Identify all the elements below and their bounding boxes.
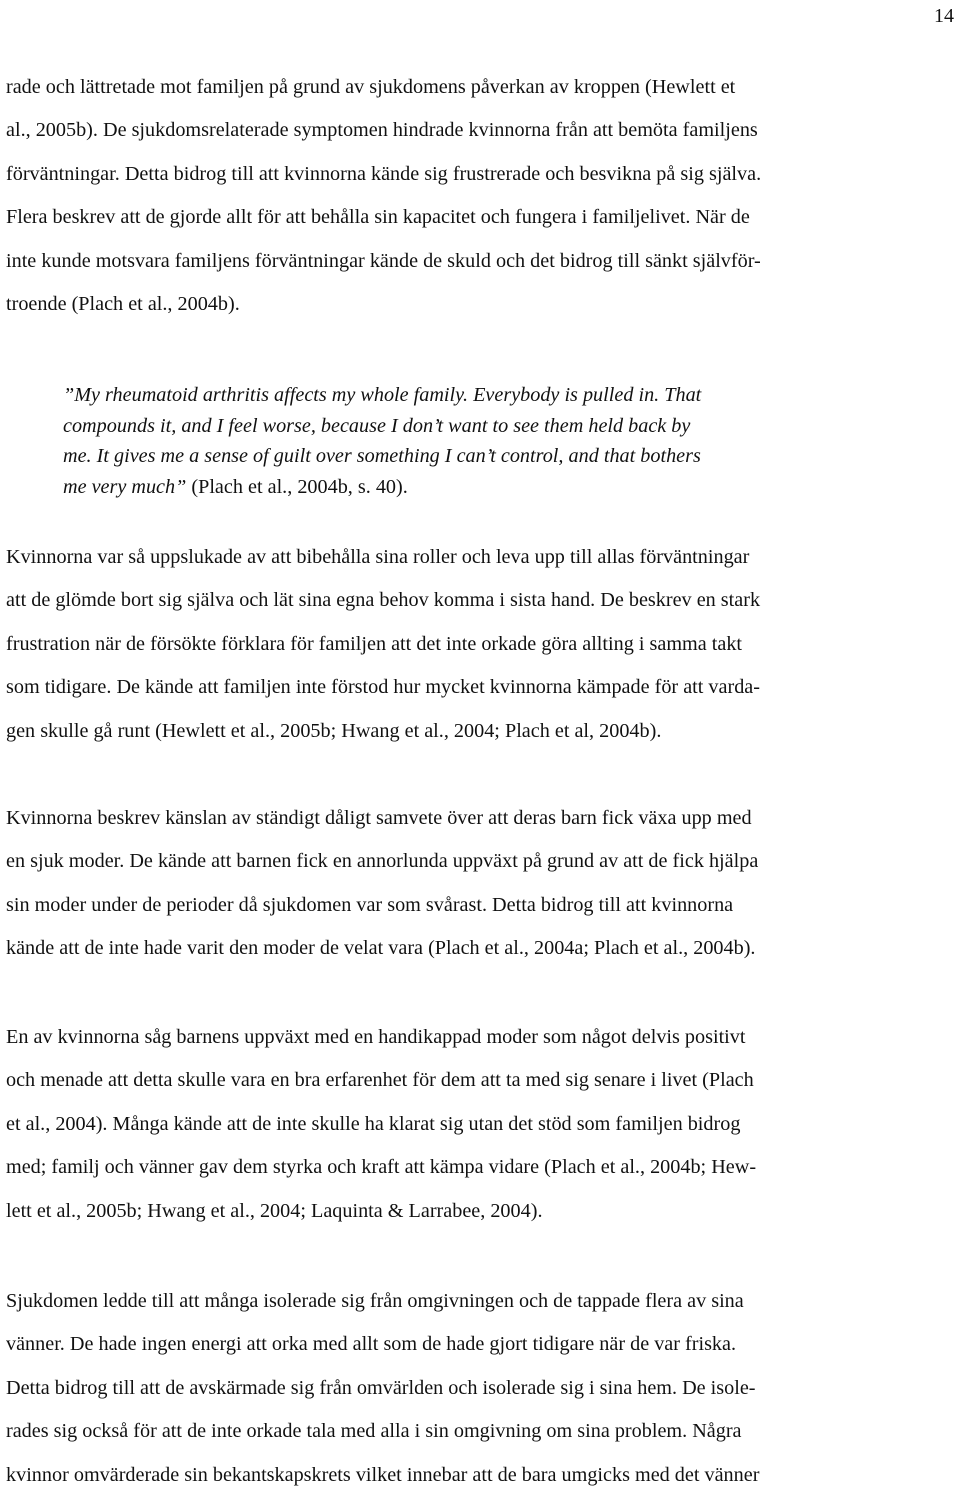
text-line: Sjukdomen ledde till att många isolerade sig från omgivningen och de tappade flera av sina — [6, 1290, 744, 1312]
paragraph-4 — [6, 1016, 956, 1233]
paragraph-5 — [6, 1280, 956, 1497]
paragraph-1 — [6, 66, 956, 326]
text-line: inte kunde motsvara familjens förväntningar kände de skuld och det bidrog till sänkt självför- — [6, 249, 761, 272]
quote-line: ”My rheumatoid arthritis affects my whole family. Everybody is pulled in. That — [63, 384, 702, 406]
text-line: förväntningar. Detta bidrog till att kvinnorna kände sig frustrerade och besvikna på sig själva. — [6, 162, 762, 185]
page-number: 14 — [934, 5, 954, 27]
quote-line: me. It gives me a sense of guilt over something I can’t control, and that bothers — [63, 445, 701, 468]
paragraph-2 — [6, 536, 956, 753]
quote-line: compounds it, and I feel worse, because I don’t want to see them held back by — [63, 414, 691, 437]
text-line: att de glömde bort sig själva och lät sina egna behov komma i sista hand. De beskrev en stark — [6, 589, 761, 612]
text-line: troende (Plach et al., 2004b). — [6, 292, 240, 315]
quote-citation: (Plach et al., 2004b, s. 40). — [191, 475, 408, 498]
text-line: rades sig också för att de inte orkade tala med alla i sin omgivning om sina problem. Några — [6, 1420, 742, 1443]
text-line: som tidigare. De kände att familjen inte förstod hur mycket kvinnorna kämpade för att varda- — [6, 676, 760, 699]
text-line: sin moder under de perioder då sjukdomen var som svårast. Detta bidrog till att kvinnorna — [6, 893, 734, 916]
text-line: och menade att detta skulle vara en bra erfarenhet för dem att ta med sig senare i livet (Plach — [6, 1069, 754, 1092]
text-line: Kvinnorna beskrev känslan av ständigt dåligt samvete över att deras barn fick växa upp med — [6, 807, 752, 829]
quote-line-last — [63, 472, 923, 503]
text-line: al., 2005b). De sjukdomsrelaterade symptomen hindrade kvinnorna från att bemöta familjens — [6, 119, 758, 142]
text-line: lett et al., 2005b; Hwang et al., 2004; Laquinta & Larrabee, 2004). — [6, 1199, 543, 1222]
block-quote — [63, 380, 923, 502]
text-line: rade och lättretade mot familjen på grund av sjukdomens påverkan av kroppen (Hewlett et — [6, 76, 736, 98]
text-line: Kvinnorna var så uppslukade av att bibehålla sina roller och leva upp till allas förväntningar — [6, 546, 750, 568]
text-line: en sjuk moder. De kände att barnen fick en annorlunda uppväxt på grund av att de fick hjälpa — [6, 850, 759, 873]
text-line: kvinnor omvärderade sin bekantskapskrets vilket innebar att de bara umgicks med det vänner — [6, 1463, 760, 1486]
text-line: et al., 2004). Många kände att de inte skulle ha klarat sig utan det stöd som familjen bidrog — [6, 1112, 741, 1135]
text-line: Flera beskrev att de gjorde allt för att behålla sin kapacitet och fungera i familjelivet. När de — [6, 206, 750, 229]
text-line: Detta bidrog till att de avskärmade sig från omvärlden och isolerade sig i sina hem. De isole- — [6, 1376, 756, 1399]
text-line: gen skulle gå runt (Hewlett et al., 2005b; Hwang et al., 2004; Plach et al, 2004b). — [6, 719, 662, 742]
text-line: kände att de inte hade varit den moder de velat vara (Plach et al., 2004a; Plach et al., 2004b). — [6, 937, 756, 960]
text-line: En av kvinnorna såg barnens uppväxt med en handikappad moder som något delvis positivt — [6, 1026, 746, 1048]
text-line: vänner. De hade ingen energi att orka med allt som de hade gjort tidigare när de var friska. — [6, 1333, 737, 1356]
paragraph-3 — [6, 797, 956, 971]
text-line: med; familj och vänner gav dem styrka och kraft att kämpa vidare (Plach et al., 2004b; Hew- — [6, 1156, 757, 1179]
text-line: frustration när de försökte förklara för familjen att det inte orkade göra allting i samma takt — [6, 632, 743, 655]
quote-line-italic: me very much” — [63, 475, 192, 498]
